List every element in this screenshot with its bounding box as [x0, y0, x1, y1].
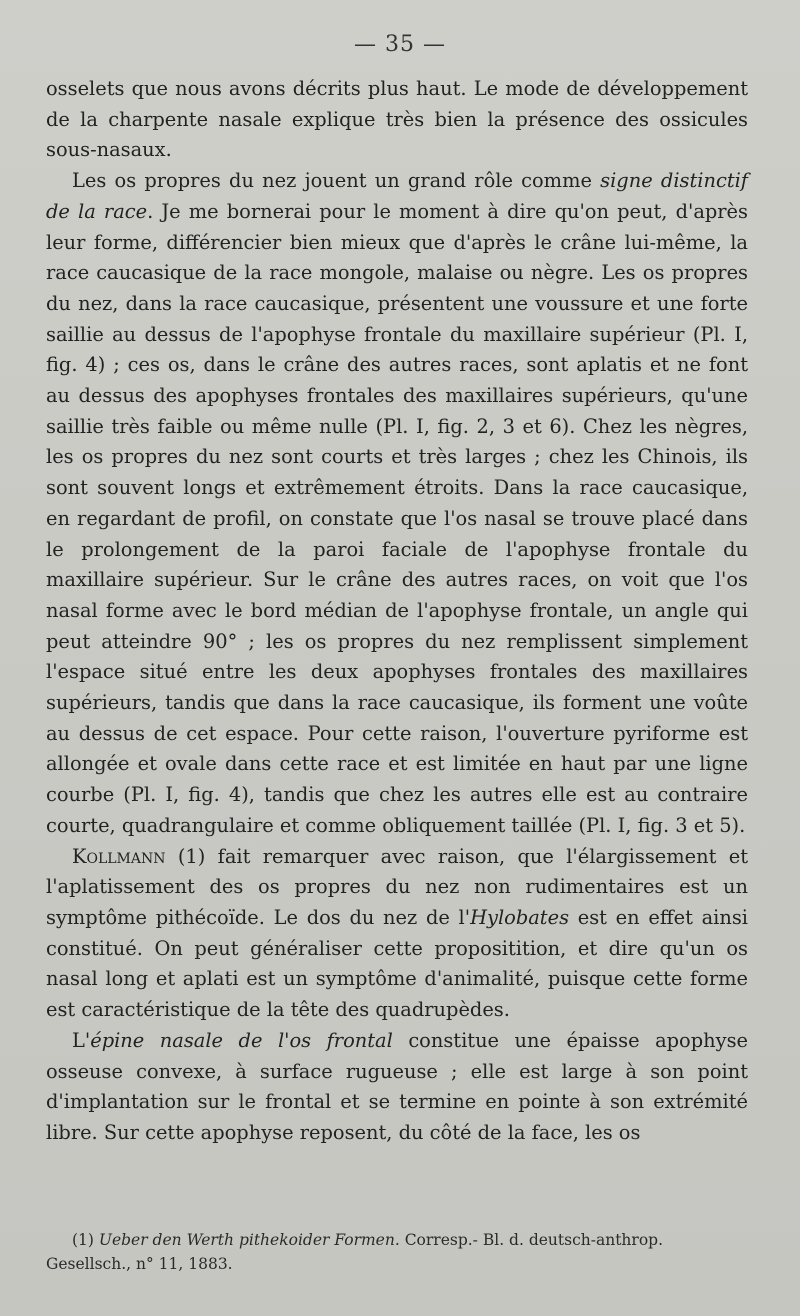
footnote-marker: (1) — [72, 1231, 99, 1249]
text-run: . Je me bornerai pour le moment à dire qu'on peut, d'après leur forme, différencier bien mieux que d'après le crâne lui-même, la race caucasique de la race mongole, malaise ou nègre. Les os propres du nez, dans la race caucasique, présentent une voussure et une forte saillie au dessus de l'apophyse frontale du maxillaire supérieur (Pl. I, fig. 4) ; ces os, dans le crâne des autres races, sont aplatis et ne font au dessus des apophyses frontales des maxillaires supérieurs, qu'une saillie très faible ou même nulle (Pl. I, fig. 2, 3 et 6). Chez les nègres, les os propres du nez sont courts et très larges ; chez les Chinois, ils sont souvent longs et extrêmement étroits. Dans la race caucasique, en regardant de profil, on constate que l'os nasal se trouve placé dans le prolongement de la paroi faciale de l'apophyse frontale du maxillaire supérieur. Sur le crâne des autres races, on voit que l'os nasal forme avec le bord médian de l'apophyse frontale, un angle qui peut atteindre 90° ; les os propres du nez remplissent simplement l'espace situé entre les deux apophyses frontales des maxillaires supérieurs, tandis que dans la race caucasique, ils forment une voûte au dessus de cet espace. Pour cette raison, l'ouverture pyriforme est allongée et ovale dans cette race et est limitée en haut par une ligne courbe (Pl. I, fig. 4), tandis que chez les autres elle est au contraire courte, quadrangulaire et comme obliquement taillée (Pl. I, fig. 3 et 5). — [46, 199, 748, 837]
author-name: Kollmann — [72, 844, 166, 868]
page-number: — 35 — — [354, 32, 446, 57]
italic-term: signe distinctif de la race — [46, 169, 748, 223]
paragraph-3 — [46, 842, 748, 1026]
text-run: est en effet ainsi constitué. On peut généraliser cette propositition, et dire qu'un os nasal long et aplati est un symptôme d'animalité, puisque cette forme est caractéristique de la tête des quadrupèdes. — [46, 905, 748, 1022]
footnote-title: Ueber den Werth pithekoider Formen. — [98, 1231, 400, 1249]
text-run: L' — [72, 1028, 91, 1052]
text-run: osselets que nous avons décrits plus haut. Le mode de développement de la charpente nasale explique très bien la présence des ossicules sous-nasaux. — [46, 77, 748, 162]
text-run: Les os propres du nez jouent un grand rôle comme — [72, 169, 601, 193]
footnote — [46, 1228, 748, 1276]
text-run: (1) fait remarquer avec raison, que l'élargissement et l'aplatissement des os propres du nez non rudimentaires est un symptôme pithécoïde. Le dos du nez de l' — [46, 844, 748, 929]
body-text — [46, 74, 748, 1149]
paragraph-1 — [46, 74, 748, 166]
paragraph-2 — [46, 166, 748, 841]
text-run: constitue une épaisse apophyse osseuse convexe, à surface rugueuse ; elle est large à son point d'implantation sur le frontal et se termine en pointe à son extrémité libre. Sur cette apophyse reposent, du côté de la face, les os — [46, 1028, 748, 1144]
footnote-citation: Corresp.- Bl. d. deutsch-anthrop. Gesellsch., n° 11, 1883. — [46, 1231, 664, 1273]
paragraph-4 — [46, 1026, 748, 1149]
italic-term: Hylobates — [470, 905, 570, 929]
italic-term: épine nasale de l'os frontal — [90, 1028, 393, 1052]
footnote-text — [46, 1228, 748, 1276]
